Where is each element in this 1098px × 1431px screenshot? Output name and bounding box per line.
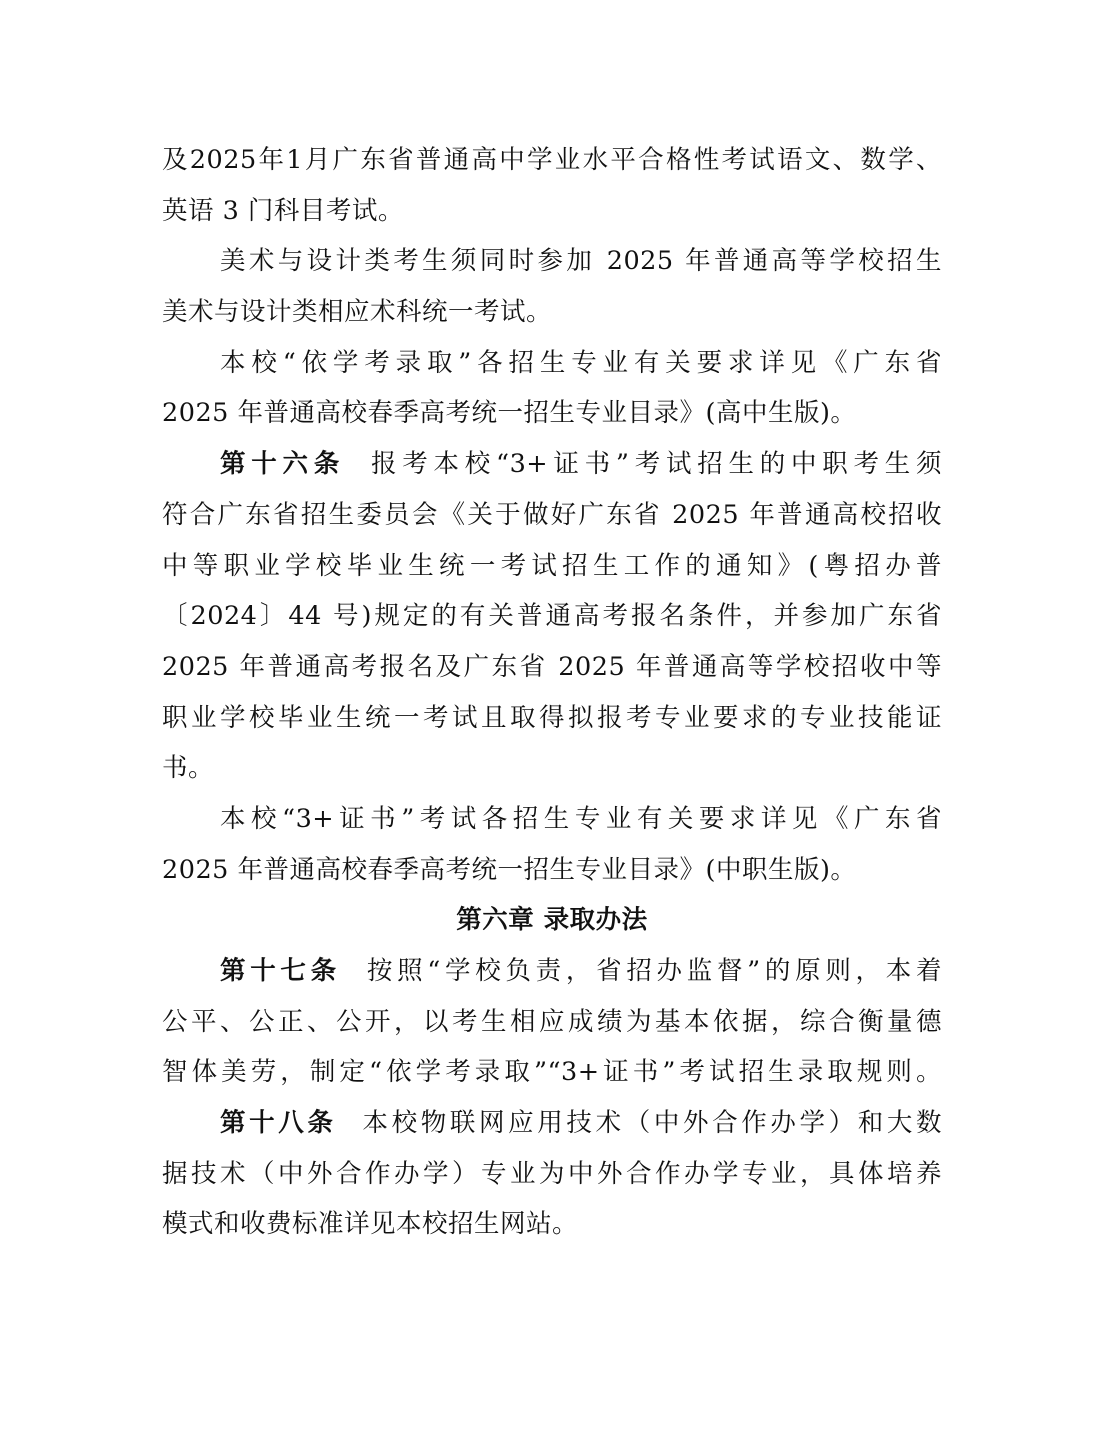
- article-heading: 第十七条: [220, 956, 341, 986]
- text-line: 模式和收费标准详见本校招生网站。: [162, 1209, 579, 1240]
- text-line: 2025 年普通高考报名及广东省 2025 年普通高等学校招收中等: [162, 651, 942, 682]
- text-line: 职业学校毕业生统一考试且取得拟报考专业要求的专业技能证: [162, 702, 942, 733]
- chapter-title: 第六章 录取办法: [456, 905, 648, 936]
- article-16-line: [162, 439, 942, 490]
- text-line: 本校“3+证书”考试各招生专业有关要求详见《广东省: [220, 803, 942, 834]
- text-line: 按照“学校负责，省招办监督”的原则，本着: [366, 956, 942, 986]
- text-line: 报考本校“3+证书”考试招生的中职考生须: [371, 449, 942, 480]
- text-line: 2025 年普通高校春季高考统一招生专业目录》(中职生版)。: [162, 854, 857, 885]
- article-heading: 第十六条: [220, 449, 346, 480]
- document-page: [162, 135, 942, 1250]
- text-line: 书。: [162, 753, 215, 784]
- text-line: 本校“依学考录取”各招生专业有关要求详见《广东省: [220, 347, 942, 378]
- text-line: 符合广东省招生委员会《关于做好广东省 2025 年普通高校招收: [162, 499, 942, 530]
- text-line: 据技术（中外合作办学）专业为中外合作办学专业，具体培养: [162, 1158, 942, 1189]
- text-line: 本校物联网应用技术（中外合作办学）和大数: [362, 1108, 942, 1139]
- text-line: 英语 3 门科目考试。: [162, 195, 404, 226]
- article-heading: 第十八条: [220, 1108, 337, 1139]
- article-17-line: [162, 946, 942, 997]
- text-line: 美术与设计类考生须同时参加 2025 年普通高等学校招生: [220, 246, 942, 277]
- text-line: 及2025年1月广东省普通高中学业水平合格性考试语文、数学、: [162, 145, 942, 175]
- text-line: 美术与设计类相应术科统一考试。: [162, 297, 553, 328]
- text-line: 中等职业学校毕业生统一考试招生工作的通知》(粤招办普: [162, 550, 942, 581]
- text-line: 公平、公正、公开，以考生相应成绩为基本依据，综合衡量德: [162, 1006, 942, 1037]
- text-line: 智体美劳，制定“依学考录取”“3+证书”考试招生录取规则。: [162, 1057, 942, 1088]
- text-line: 〔2024〕44 号)规定的有关普通高考报名条件，并参加广东省: [162, 601, 942, 632]
- text-line: 2025 年普通高校春季高考统一招生专业目录》(高中生版)。: [162, 398, 857, 429]
- article-18-line: [162, 1098, 942, 1149]
